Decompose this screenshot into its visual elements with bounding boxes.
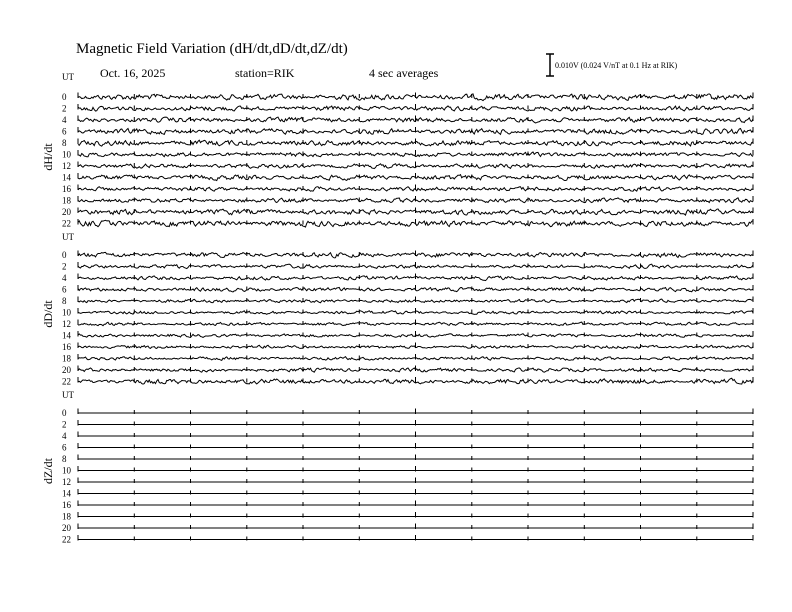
- ut-label: UT: [62, 390, 74, 400]
- hour-label: 10: [62, 149, 71, 160]
- hour-label: 2: [62, 103, 67, 114]
- hour-label: 6: [62, 284, 67, 295]
- panel-ylabel: dH/dt: [41, 143, 55, 171]
- date-label: Oct. 16, 2025: [100, 66, 166, 80]
- chart-title: Magnetic Field Variation (dH/dt,dD/dt,dZ/dt): [76, 41, 348, 57]
- hour-label: 8: [62, 138, 67, 148]
- hour-label: 0: [62, 408, 67, 418]
- hour-label: 22: [62, 534, 71, 545]
- scale-label: 0.010V (0.024 V/nT at 0.1 Hz at RIK): [555, 61, 678, 70]
- station-label: station=RIK: [235, 66, 295, 80]
- hour-label: 22: [62, 218, 71, 229]
- panels: [41, 72, 753, 545]
- hour-label: 8: [62, 296, 67, 306]
- ut-label: UT: [62, 72, 74, 82]
- hour-label: 16: [62, 184, 71, 194]
- hour-label: 2: [62, 261, 67, 272]
- hour-label: 10: [62, 307, 71, 318]
- hour-label: 4: [62, 431, 67, 441]
- hour-label: 4: [62, 273, 67, 283]
- scale-bar: [546, 54, 554, 76]
- hour-label: 20: [62, 523, 71, 533]
- hour-label: 18: [62, 353, 71, 364]
- hour-label: 0: [62, 250, 67, 260]
- hour-label: 12: [62, 319, 71, 329]
- hour-label: 12: [62, 161, 71, 171]
- hour-label: 20: [62, 207, 71, 217]
- hour-label: 4: [62, 115, 67, 125]
- hour-label: 6: [62, 442, 67, 453]
- hour-label: 16: [62, 500, 71, 510]
- hour-label: 14: [62, 330, 71, 341]
- hour-label: 20: [62, 365, 71, 375]
- panel-ylabel: dZ/dt: [41, 458, 55, 484]
- averaging-label: 4 sec averages: [369, 66, 439, 80]
- hour-label: 14: [62, 172, 71, 183]
- hour-label: 8: [62, 454, 67, 464]
- hour-label: 2: [62, 419, 67, 430]
- panel-ylabel: dD/dt: [41, 300, 55, 328]
- hour-label: 6: [62, 126, 67, 137]
- hour-label: 12: [62, 477, 71, 487]
- hour-label: 22: [62, 376, 71, 387]
- ut-label: UT: [62, 232, 74, 242]
- hour-label: 18: [62, 511, 71, 522]
- hour-label: 14: [62, 488, 71, 499]
- hour-label: 18: [62, 195, 71, 206]
- hour-label: 10: [62, 465, 71, 476]
- hour-label: 0: [62, 92, 67, 102]
- hour-label: 16: [62, 342, 71, 352]
